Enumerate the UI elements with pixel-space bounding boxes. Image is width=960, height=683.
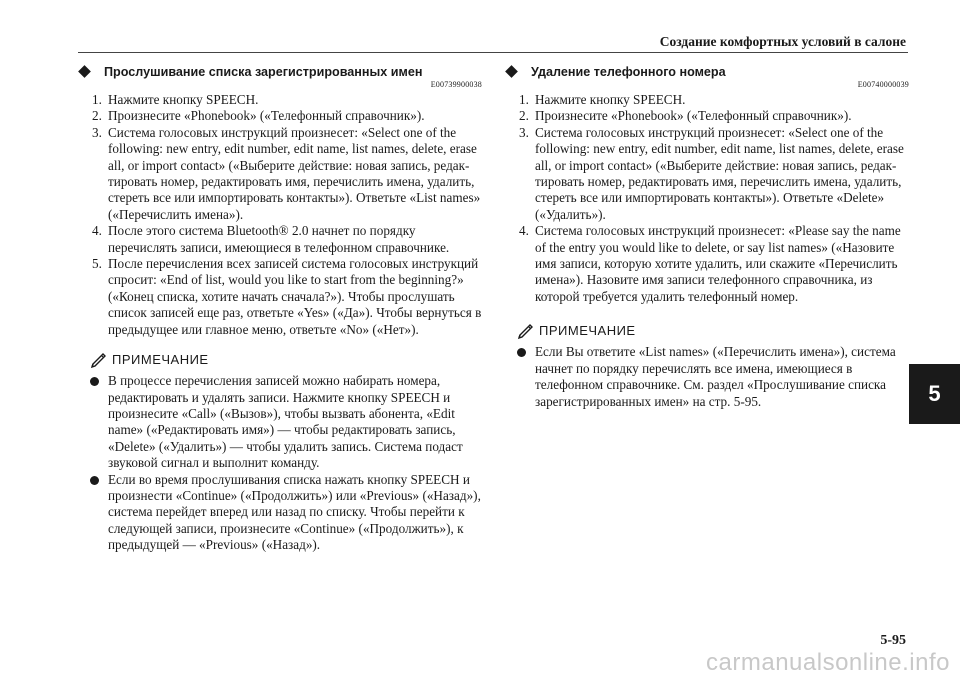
step-text: После перечисления всех записей система голосовых инструкций спросит: «End of list, would you like to start from the beginning?» («Конец списка, хотите начать сначала?»). Чтобы прослушать список записей еще раз, ответьте «Yes» («Да»). Чтобы вернуться в предыдущее или главное меню, ответьте «No» («Нет»). (108, 256, 482, 337)
step-item (505, 125, 909, 223)
step-text: Система голосовых инструкций произнесет: «Please say the name of the entry you would like to delete, or say list names» («Назовите имя записи, которую хотите удалить, или скажите «Перечислить имена»). Назовите имя записи телефонного справочника, из которой требуется удалить телефонный номер. (535, 223, 901, 304)
note-bullet (505, 344, 909, 410)
step-text: Нажмите кнопку SPEECH. (535, 92, 686, 107)
step-number: 4. (519, 223, 529, 239)
note-label: ПРИМЕЧАНИЕ (539, 323, 636, 339)
bullet-dot-icon (517, 348, 526, 357)
section-title-left (78, 64, 482, 81)
note-header (78, 350, 482, 370)
left-column (78, 64, 482, 554)
note-bullet-text: Если Вы ответите «List names» («Перечислить имена»), система начнет по порядку перечислять все имена, имеющиеся в телефонном справочнике. См. раздел «Прослушивание списка зарегистрированных имен» на стр. 5-95. (535, 344, 896, 409)
step-number: 2. (519, 108, 529, 124)
section-code: E00740000039 (857, 80, 909, 89)
step-item (78, 223, 482, 256)
bullet-dot-icon (90, 377, 99, 386)
step-item (505, 223, 909, 305)
note-bullet (78, 373, 482, 471)
step-text: Нажмите кнопку SPEECH. (108, 92, 259, 107)
bullet-dot-icon (90, 476, 99, 485)
note-block (78, 350, 482, 553)
step-text: Произнесите «Phonebook» («Телефонный справочник»). (535, 108, 852, 124)
note-label: ПРИМЕЧАНИЕ (112, 351, 209, 367)
step-number: 3. (519, 124, 529, 140)
step-item (505, 108, 909, 124)
chapter-tab: 5 (909, 364, 960, 424)
step-item (78, 125, 482, 223)
section-code: E00739900038 (430, 80, 482, 89)
section-title-right (505, 64, 909, 81)
step-number: 5. (92, 256, 102, 272)
step-item (78, 92, 482, 108)
note-header (505, 321, 909, 341)
header-divider (78, 52, 908, 53)
step-number: 1. (92, 92, 102, 107)
steps-list (505, 92, 909, 305)
section-title-text: Удаление телефонного номера (531, 65, 726, 79)
note-bullet-text: Если во время прослушивания списка нажать кнопку SPEECH и произнести «Continue» («Продолжить») или «Previous» («Назад»), система перейдет вперед или назад по списку. Чтобы перейти к следующей записи, произнесите «Continue» («Продолжить»), к предыдущей — «Previous» («Назад»). (108, 471, 481, 553)
step-number: 3. (92, 124, 102, 140)
step-text: Система голосовых инструкций произнесет: «Select one of the following: new entry, edit number, edit name, list names, delete, erase all, or import contact» («Выберите действие: новая запись, редактировать номер, редактировать имя, перечислить имена, удалить, стереть все или импортировать контакты»). Ответьте «List names» («Перечислить имена»). (108, 124, 481, 222)
note-bullet-text: В процессе перечисления записей можно набирать номера, редактировать и удалять записи. Нажмите кнопку SPEECH и произнесите «Call» («Вызов»), чтобы вызвать абонента, «Edit name» («Редактировать имя») — чтобы редактировать запись, «Delete» («Удалить») — чтобы удалить запись. Система подаст звуковой сигнал и выполнит команду. (108, 373, 463, 471)
diamond-bullet-icon (78, 65, 91, 78)
note-pen-icon (517, 322, 535, 340)
step-number: 2. (92, 108, 102, 124)
steps-list (78, 92, 482, 338)
note-bullets (78, 373, 482, 553)
step-item (78, 256, 482, 338)
watermark: carmanualsonline.info (706, 649, 950, 676)
note-pen-icon (90, 351, 108, 369)
note-bullets (505, 344, 909, 410)
step-number: 4. (92, 223, 102, 239)
note-bullet (78, 472, 482, 554)
step-item (78, 108, 482, 124)
diamond-bullet-icon (505, 65, 518, 78)
step-item (505, 92, 909, 108)
section-title-text: Прослушивание списка зарегистрированных имен (104, 65, 423, 79)
step-text: Произнесите «Phonebook» («Телефонный справочник»). (108, 108, 425, 124)
step-number: 1. (519, 92, 529, 107)
step-text: Система голосовых инструкций произнесет: «Select one of the following: new entry, edit number, edit name, list names, delete, erase all, or import contact» («Выберите действие: новая запись, редактировать номер, редактировать имя, перечислить имена, удалить, стереть все или импортировать контакты»). Ответьте «Delete» («Удалить»). (535, 124, 904, 222)
step-text: После этого система Bluetooth® 2.0 начнет по порядку перечислять записи, имеющиеся в телефонном справочнике. (108, 223, 450, 255)
page-header-title: Создание комфортных условий в салоне (659, 34, 906, 49)
right-column (505, 64, 909, 410)
page-number: 5-95 (880, 633, 906, 648)
note-block (505, 321, 909, 410)
